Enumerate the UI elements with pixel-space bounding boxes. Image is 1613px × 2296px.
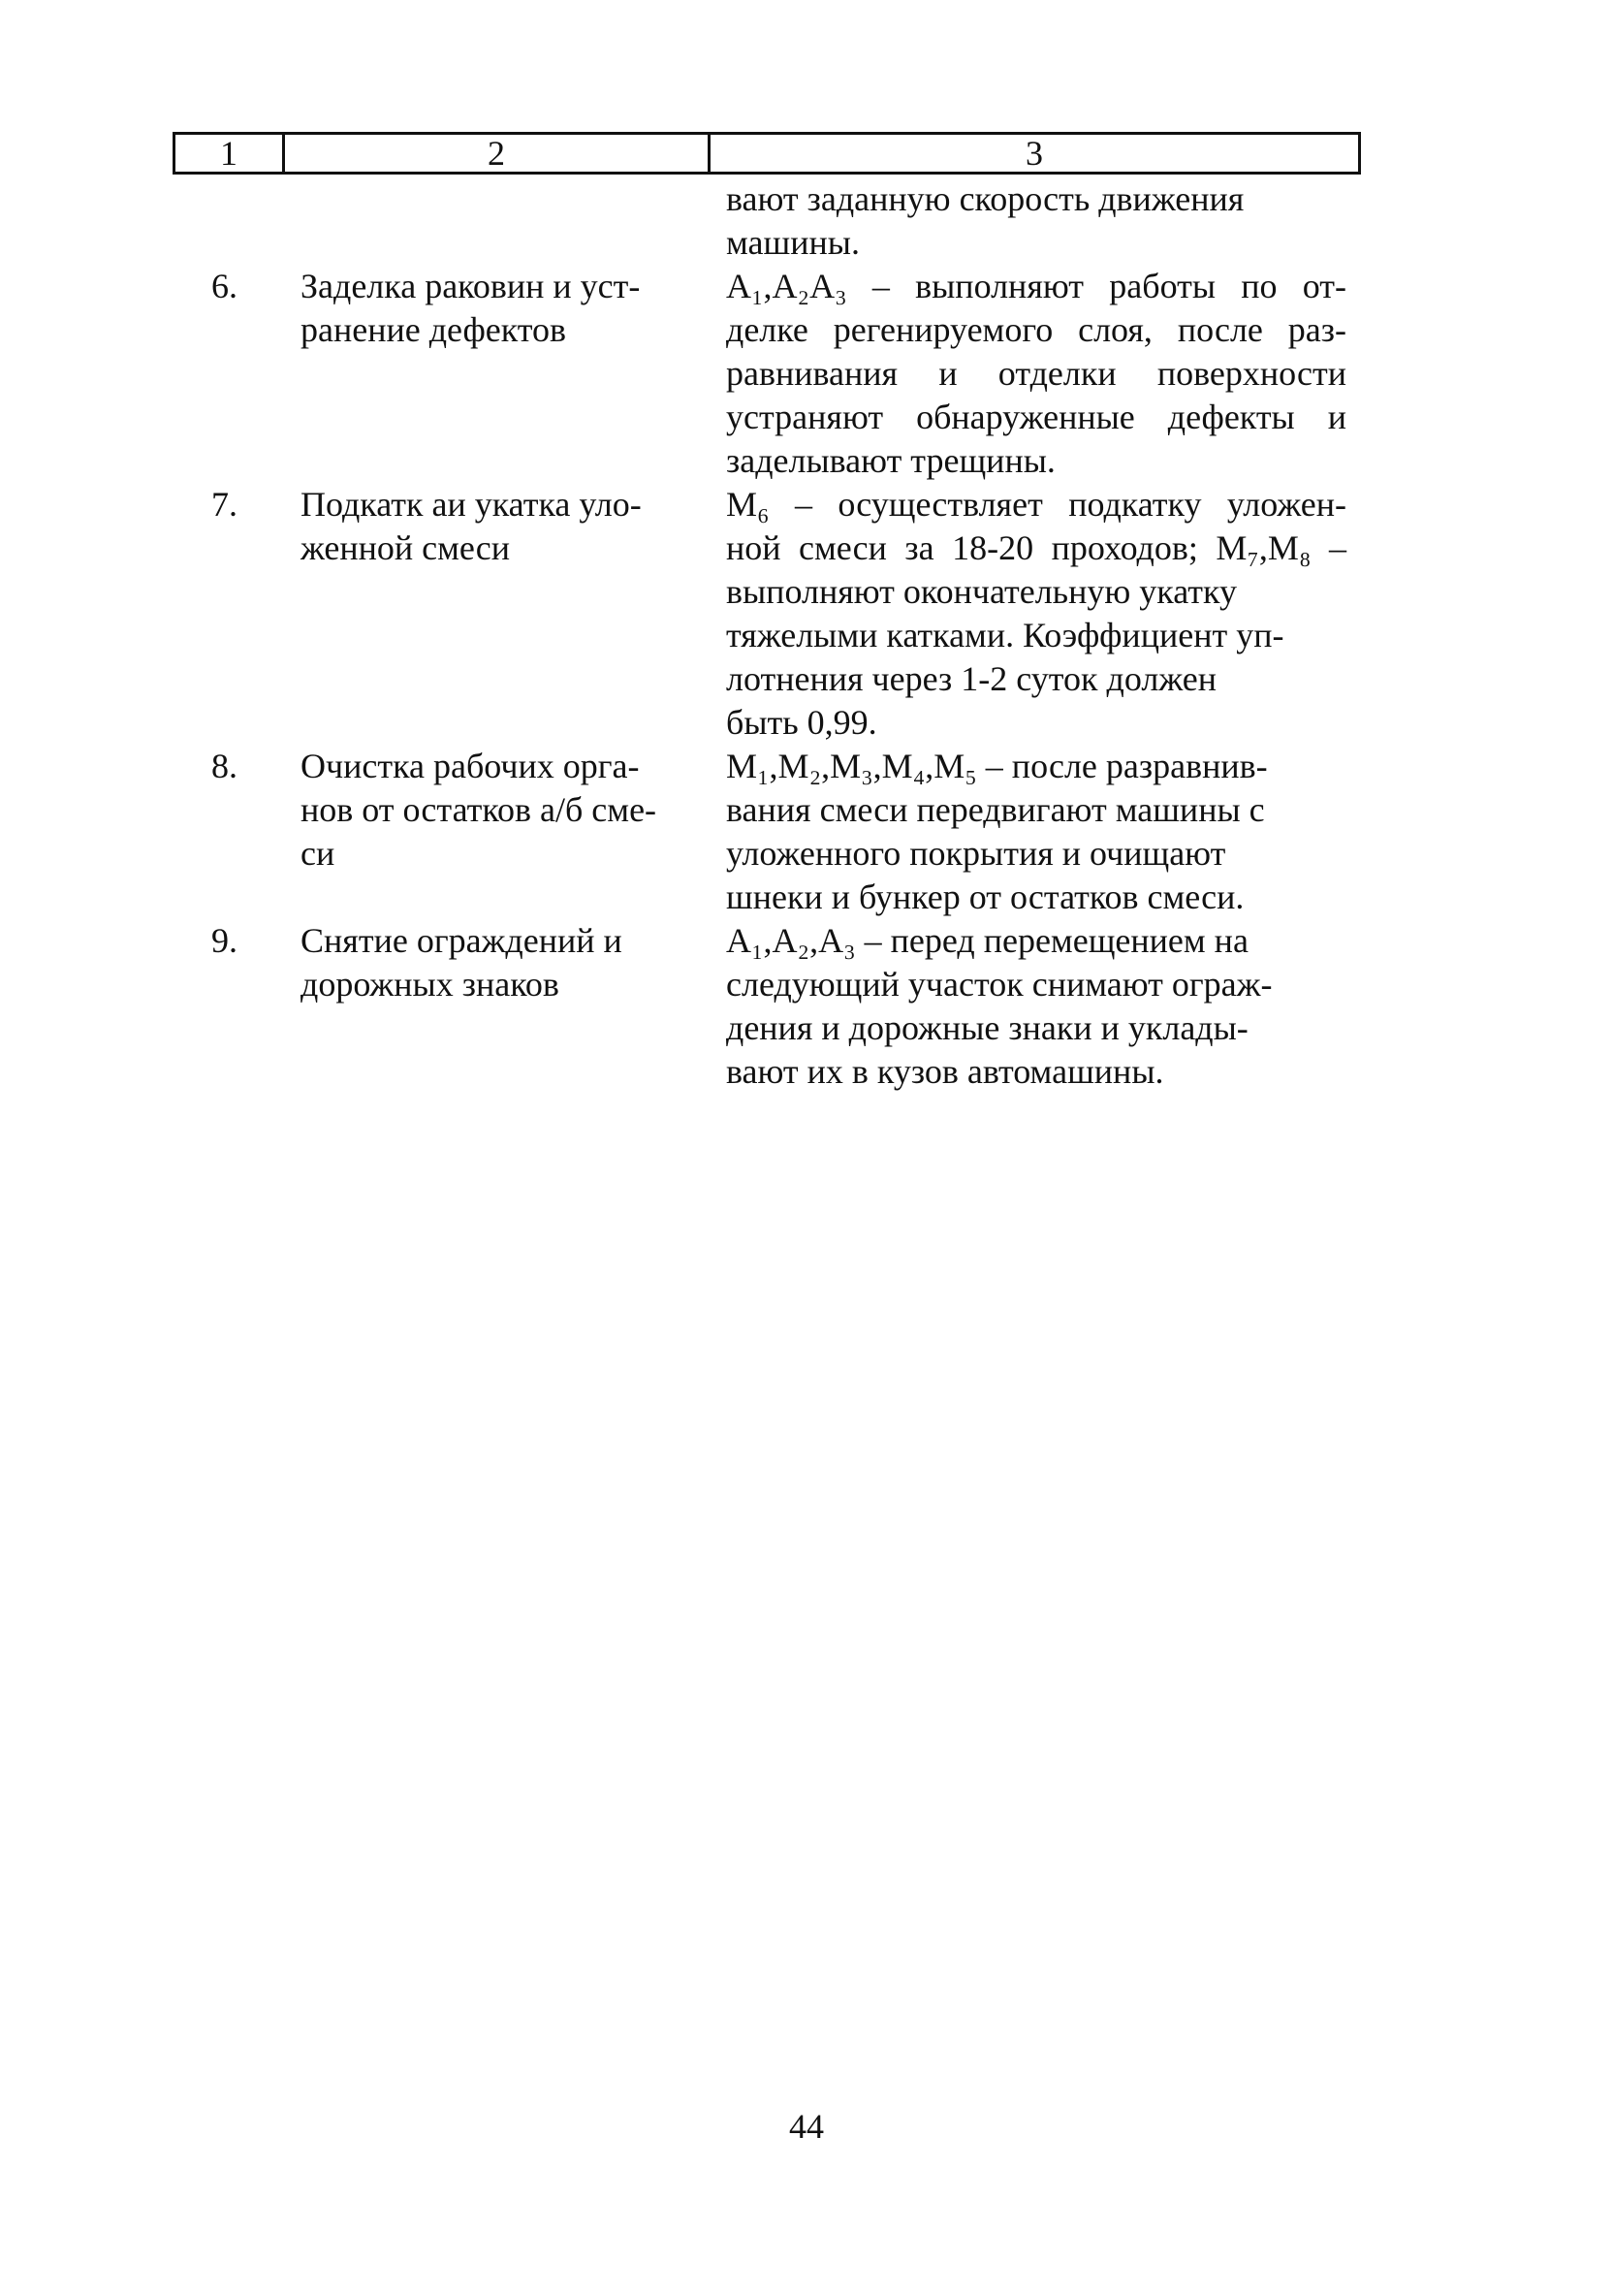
row-7-description-line-1: M₆ – осуществляет подкатку уложен- <box>726 485 1346 524</box>
row-7-description-line-3: выполняют окончательную укатку <box>726 572 1237 611</box>
row-number-6: 6. <box>211 267 237 305</box>
row-9-operation-line-2: дорожных знаков <box>300 965 559 1004</box>
row-8-description-line-4: шнеки и бункер от остатков смеси. <box>726 877 1245 916</box>
row-9-description-line-3: дения и дорожные знаки и уклады- <box>726 1008 1249 1047</box>
row-9-description-line-2: следующий участок снимают ограж- <box>726 965 1273 1004</box>
row-6-description-line-1: A₁,A₂A₃ – выполняют работы по от- <box>726 267 1346 305</box>
row-number-7: 7. <box>211 485 237 524</box>
row-number-8: 8. <box>211 747 237 785</box>
row-7-operation-line-1: Подкатк аи укатка уло- <box>300 485 642 524</box>
row-6-description-line-3: равнивания и отделки поверхности <box>726 354 1346 393</box>
row-6-description-line-4: устраняют обнаруженные дефекты и <box>726 398 1346 436</box>
row-7-description-line-5: лотнения через 1-2 суток должен <box>726 659 1217 698</box>
table-header-row <box>173 132 1361 175</box>
row-6-description-line-5: заделывают трещины. <box>726 441 1056 480</box>
row-8-description-line-3: уложенного покрытия и очищают <box>726 834 1226 873</box>
continued-description-line-2: машины. <box>726 223 860 262</box>
row-7-description-line-2: ной смеси за 18-20 проходов; M₇,M₈ – <box>726 528 1346 567</box>
row-8-description-line-1: M₁,M₂,M₃,M₄,M₅ – после разравнив- <box>726 747 1268 785</box>
row-8-operation-line-3: си <box>300 834 335 873</box>
row-8-description-line-2: вания смеси передвигают машины с <box>726 790 1265 829</box>
row-6-description-line-2: делке регенируемого слоя, после раз- <box>726 310 1346 349</box>
row-9-operation-line-1: Снятие ограждений и <box>300 921 622 960</box>
row-8-operation-line-2: нов от остатков а/б сме- <box>300 790 657 829</box>
row-8-operation-line-1: Очистка рабочих орга- <box>300 747 640 785</box>
table-header-column-3: 3 <box>1026 134 1043 173</box>
row-9-description-line-4: вают их в кузов автомашины. <box>726 1052 1164 1091</box>
table-header-column-2: 2 <box>285 135 711 172</box>
row-number-9: 9. <box>211 921 237 960</box>
row-6-operation-line-1: Заделка раковин и уст- <box>300 267 641 305</box>
page-number: 44 <box>789 2107 824 2146</box>
row-7-description-line-4: тяжелыми катками. Коэффициент уп- <box>726 616 1284 654</box>
table-header-column-1: 1 <box>175 135 285 172</box>
continued-description-line-1: вают заданную скорость движения <box>726 179 1245 218</box>
row-7-description-line-6: быть 0,99. <box>726 703 877 742</box>
row-7-operation-line-2: женной смеси <box>300 528 511 567</box>
row-9-description-line-1: A₁,A₂,A₃ – перед перемещением на <box>726 921 1249 960</box>
row-6-operation-line-2: ранение дефектов <box>300 310 567 349</box>
